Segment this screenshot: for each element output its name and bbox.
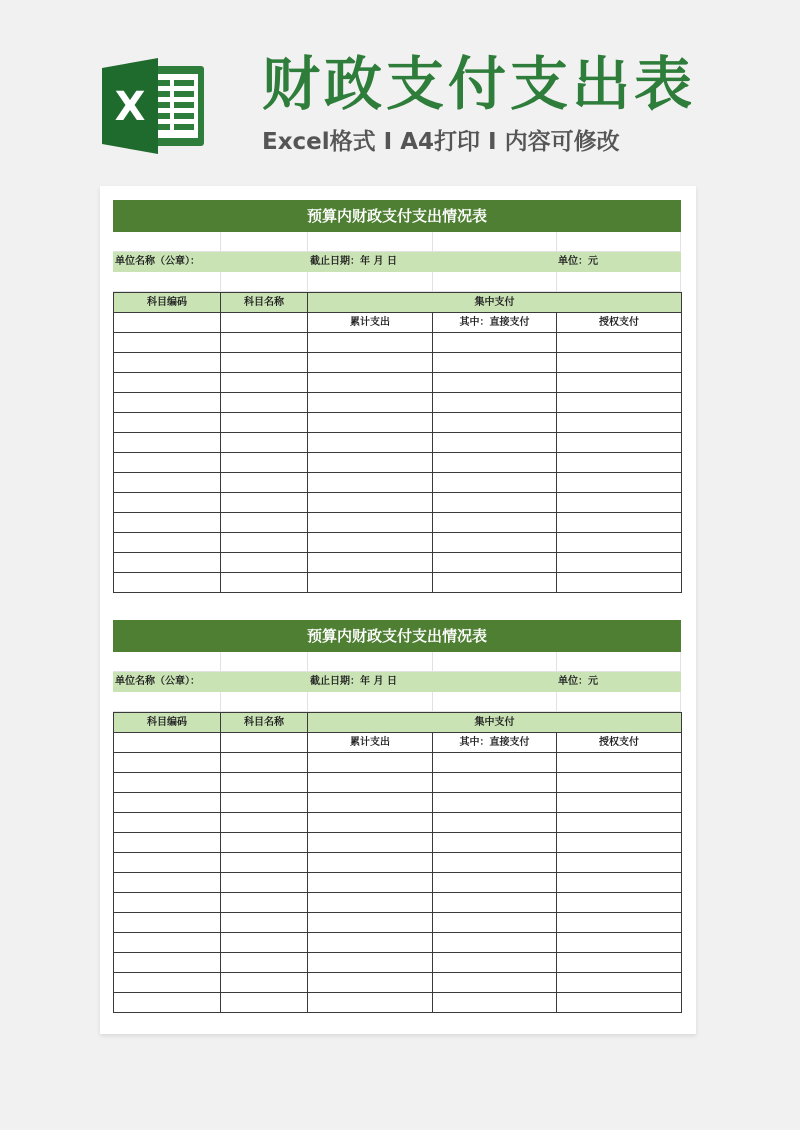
table-cell[interactable] (114, 733, 221, 753)
table-cell[interactable] (221, 913, 308, 933)
table-cell[interactable] (433, 533, 557, 553)
document-page (100, 186, 696, 1034)
table-cell[interactable] (308, 453, 433, 473)
table-cell[interactable] (308, 833, 433, 853)
table-header-row (114, 293, 682, 313)
table-cell[interactable] (114, 993, 221, 1013)
table-cell[interactable] (308, 993, 433, 1013)
col-header-cumulative: 累计支出 (308, 313, 433, 333)
table-row (114, 433, 682, 453)
table-row (114, 453, 682, 473)
table-cell[interactable] (557, 513, 682, 533)
table-row (114, 333, 682, 353)
col-header-cumulative: 累计支出 (308, 733, 433, 753)
table-cell[interactable] (114, 373, 221, 393)
table-cell[interactable] (557, 493, 682, 513)
table-row (114, 493, 682, 513)
cutoff-date-label: 截止日期：年 月 日 (310, 676, 397, 687)
table-cell[interactable] (433, 793, 557, 813)
table-cell[interactable] (433, 953, 557, 973)
spacer-row (113, 692, 681, 712)
table-cell[interactable] (433, 773, 557, 793)
spacer-row (113, 232, 681, 252)
table-cell[interactable] (221, 513, 308, 533)
table-cell[interactable] (221, 493, 308, 513)
table-cell[interactable] (433, 413, 557, 433)
page-subtitle: Excel格式 I A4打印 I 内容可修改 (262, 129, 620, 155)
table-cell[interactable] (221, 773, 308, 793)
table-cell[interactable] (433, 813, 557, 833)
header-banner (0, 0, 800, 180)
currency-unit-label: 单位：元 (558, 256, 598, 267)
table-cell[interactable] (557, 473, 682, 493)
col-header-authorized: 授权支付 (557, 733, 682, 753)
table-row (114, 933, 682, 953)
table-cell[interactable] (221, 733, 308, 753)
expenditure-table (113, 292, 682, 593)
expenditure-table (113, 712, 682, 1013)
table-cell[interactable] (114, 533, 221, 553)
table-row (114, 833, 682, 853)
table-cell[interactable] (308, 773, 433, 793)
table-cell[interactable] (221, 473, 308, 493)
table-cell[interactable] (433, 913, 557, 933)
table-cell[interactable] (308, 413, 433, 433)
logo-letter: X (114, 84, 146, 130)
col-header-name: 科目名称 (221, 713, 308, 733)
table-cell[interactable] (557, 953, 682, 973)
table-cell[interactable] (433, 873, 557, 893)
table-row (114, 353, 682, 373)
col-header-direct: 其中：直接支付 (433, 733, 557, 753)
table-cell[interactable] (221, 873, 308, 893)
table-cell[interactable] (114, 333, 221, 353)
table-cell[interactable] (433, 993, 557, 1013)
table-cell[interactable] (308, 373, 433, 393)
table-row (114, 393, 682, 413)
table-row (114, 553, 682, 573)
table-cell[interactable] (557, 993, 682, 1013)
table-cell[interactable] (433, 453, 557, 473)
table-row (114, 373, 682, 393)
table-cell[interactable] (308, 913, 433, 933)
table-cell[interactable] (557, 393, 682, 413)
currency-unit-label: 单位：元 (558, 676, 598, 687)
table-row (114, 993, 682, 1013)
table-row (114, 913, 682, 933)
table-cell[interactable] (221, 953, 308, 973)
table-cell[interactable] (557, 893, 682, 913)
table-cell[interactable] (308, 873, 433, 893)
table-cell[interactable] (114, 873, 221, 893)
info-row (113, 252, 681, 272)
table-cell[interactable] (557, 853, 682, 873)
table-cell[interactable] (557, 573, 682, 593)
table-cell[interactable] (557, 753, 682, 773)
unit-name-label: 单位名称（公章）： (115, 676, 200, 687)
table-cell[interactable] (433, 753, 557, 773)
table-cell[interactable] (114, 413, 221, 433)
table-cell[interactable] (114, 933, 221, 953)
table-cell[interactable] (308, 553, 433, 573)
table-cell[interactable] (114, 473, 221, 493)
table-cell[interactable] (221, 553, 308, 573)
col-header-authorized: 授权支付 (557, 313, 682, 333)
table-cell[interactable] (221, 333, 308, 353)
table-cell[interactable] (308, 933, 433, 953)
excel-icon (102, 58, 206, 154)
spacer-row (113, 272, 681, 292)
table-cell[interactable] (308, 353, 433, 373)
table-subheader-row (114, 733, 682, 753)
table-cell[interactable] (221, 573, 308, 593)
col-header-direct: 其中：直接支付 (433, 313, 557, 333)
table-cell[interactable] (114, 853, 221, 873)
table-cell[interactable] (221, 813, 308, 833)
table-cell[interactable] (308, 473, 433, 493)
table-cell[interactable] (557, 553, 682, 573)
col-header-central: 集中支付 (308, 293, 682, 313)
table-body (114, 333, 682, 593)
table-cell[interactable] (557, 533, 682, 553)
table-cell[interactable] (433, 573, 557, 593)
table-cell[interactable] (221, 413, 308, 433)
table-cell[interactable] (557, 873, 682, 893)
table-cell[interactable] (557, 373, 682, 393)
table-cell[interactable] (433, 973, 557, 993)
sheet-title: 预算内财政支付支出情况表 (113, 620, 681, 652)
table-cell[interactable] (308, 433, 433, 453)
table-cell[interactable] (433, 393, 557, 413)
spacer-row (113, 652, 681, 672)
table-cell[interactable] (308, 853, 433, 873)
cutoff-date-label: 截止日期：年 月 日 (310, 256, 397, 267)
table-cell[interactable] (433, 893, 557, 913)
table-row (114, 513, 682, 533)
table-cell[interactable] (221, 993, 308, 1013)
table-cell[interactable] (433, 353, 557, 373)
table-cell[interactable] (221, 313, 308, 333)
table-cell[interactable] (114, 753, 221, 773)
table-cell[interactable] (114, 553, 221, 573)
table-cell[interactable] (557, 413, 682, 433)
table-cell[interactable] (114, 953, 221, 973)
table-cell[interactable] (557, 813, 682, 833)
table-cell[interactable] (308, 753, 433, 773)
table-cell[interactable] (114, 573, 221, 593)
table-cell[interactable] (308, 953, 433, 973)
table-subheader-row (114, 313, 682, 333)
col-header-code: 科目编码 (114, 713, 221, 733)
table-cell[interactable] (557, 833, 682, 853)
table-cell[interactable] (557, 353, 682, 373)
table-cell[interactable] (308, 333, 433, 353)
col-header-name: 科目名称 (221, 293, 308, 313)
table-cell[interactable] (221, 973, 308, 993)
table-body (114, 753, 682, 1013)
table-cell[interactable] (114, 493, 221, 513)
table-cell[interactable] (114, 913, 221, 933)
table-cell[interactable] (557, 913, 682, 933)
table-cell[interactable] (557, 973, 682, 993)
table-row (114, 573, 682, 593)
table-cell[interactable] (557, 773, 682, 793)
table-row (114, 473, 682, 493)
table-cell[interactable] (221, 433, 308, 453)
table-row (114, 853, 682, 873)
table-row (114, 813, 682, 833)
col-header-code: 科目编码 (114, 293, 221, 313)
table-cell[interactable] (221, 853, 308, 873)
table-row (114, 773, 682, 793)
table-cell[interactable] (308, 973, 433, 993)
table-cell[interactable] (114, 973, 221, 993)
table-cell[interactable] (433, 373, 557, 393)
table-cell[interactable] (308, 573, 433, 593)
table-cell[interactable] (221, 833, 308, 853)
table-cell[interactable] (308, 493, 433, 513)
table-cell[interactable] (221, 393, 308, 413)
table-cell[interactable] (433, 473, 557, 493)
table-cell[interactable] (221, 793, 308, 813)
table-cell[interactable] (433, 553, 557, 573)
table-row (114, 873, 682, 893)
table-cell[interactable] (308, 533, 433, 553)
table-row (114, 533, 682, 553)
table-cell[interactable] (433, 333, 557, 353)
table-cell[interactable] (433, 853, 557, 873)
table-header-row (114, 713, 682, 733)
table-cell[interactable] (308, 813, 433, 833)
table-cell[interactable] (114, 793, 221, 813)
table-cell[interactable] (308, 793, 433, 813)
table-cell[interactable] (308, 393, 433, 413)
table-cell[interactable] (114, 353, 221, 373)
table-cell[interactable] (114, 893, 221, 913)
table-cell[interactable] (114, 433, 221, 453)
table-cell[interactable] (114, 833, 221, 853)
table-cell[interactable] (557, 453, 682, 473)
table-cell[interactable] (221, 453, 308, 473)
table-row (114, 953, 682, 973)
table-cell[interactable] (433, 493, 557, 513)
table-cell[interactable] (114, 813, 221, 833)
table-cell[interactable] (433, 513, 557, 533)
table-cell[interactable] (557, 933, 682, 953)
sheet-title: 预算内财政支付支出情况表 (113, 200, 681, 232)
table-row (114, 793, 682, 813)
col-header-central: 集中支付 (308, 713, 682, 733)
unit-name-label: 单位名称（公章）： (115, 256, 200, 267)
table-row (114, 973, 682, 993)
table-cell[interactable] (221, 933, 308, 953)
table-cell[interactable] (114, 313, 221, 333)
table-cell[interactable] (114, 453, 221, 473)
table-cell[interactable] (221, 893, 308, 913)
table-cell[interactable] (557, 333, 682, 353)
table-cell[interactable] (308, 513, 433, 533)
table-cell[interactable] (221, 373, 308, 393)
table-cell[interactable] (114, 393, 221, 413)
table-cell[interactable] (221, 353, 308, 373)
page-title: 财政支付支出表 (262, 50, 697, 118)
table-cell[interactable] (221, 533, 308, 553)
table-cell[interactable] (433, 933, 557, 953)
table-row (114, 413, 682, 433)
table-cell[interactable] (433, 833, 557, 853)
table-cell[interactable] (114, 773, 221, 793)
table-cell[interactable] (433, 433, 557, 453)
table-cell[interactable] (114, 513, 221, 533)
info-row (113, 672, 681, 692)
table-row (114, 753, 682, 773)
table-cell[interactable] (308, 893, 433, 913)
table-cell[interactable] (221, 753, 308, 773)
table-cell[interactable] (557, 793, 682, 813)
table-row (114, 893, 682, 913)
table-cell[interactable] (557, 433, 682, 453)
